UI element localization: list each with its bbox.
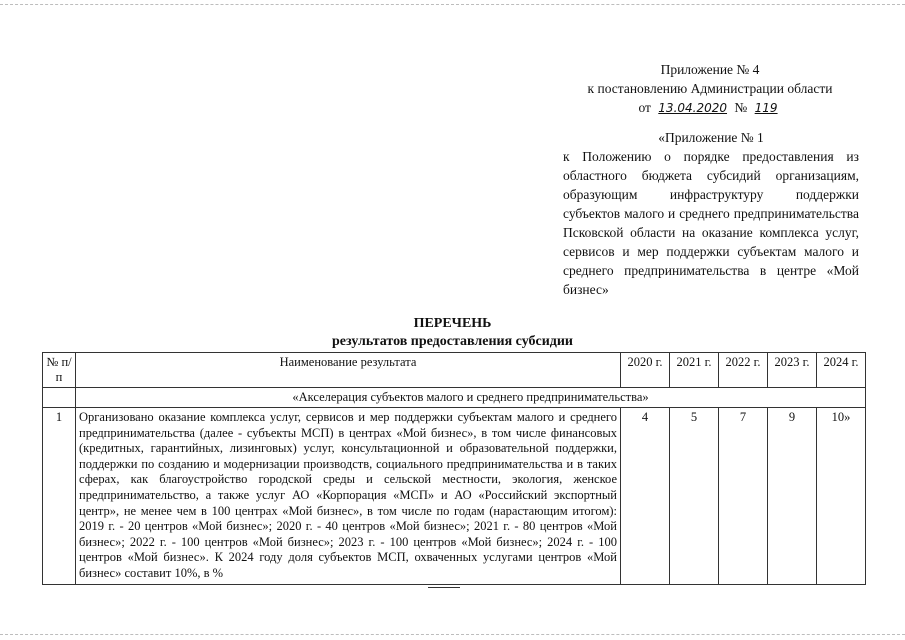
header-num: № п/п <box>43 353 76 388</box>
date-prefix: от <box>638 100 651 115</box>
footer-separator <box>428 587 460 588</box>
header-year-2020: 2020 г. <box>621 353 670 388</box>
header-year-2024: 2024 г. <box>817 353 866 388</box>
section-title: «Акселерация субъектов малого и среднего предпринимательства» <box>76 388 866 408</box>
scan-edge-top <box>0 4 905 5</box>
approval-line-2: к постановлению Администрации области <box>587 81 833 96</box>
appendix-block <box>563 128 859 299</box>
section-num-cell <box>43 388 76 408</box>
table-row <box>43 408 866 585</box>
number-prefix: № <box>734 100 748 115</box>
header-name: Наименование результата <box>76 353 621 388</box>
value-2022: 7 <box>719 408 768 585</box>
approval-date-line <box>560 98 860 118</box>
document-subtitle: результатов предоставления субсидии <box>331 334 573 349</box>
approval-date: 13.04.2020 <box>658 101 728 115</box>
value-2023: 9 <box>768 408 817 585</box>
row-number: 1 <box>43 408 76 585</box>
header-year-2021: 2021 г. <box>670 353 719 388</box>
section-row <box>43 388 866 408</box>
appendix-header: «Приложение № 1 <box>658 130 764 145</box>
header-year-2022: 2022 г. <box>719 353 768 388</box>
scan-edge-bottom <box>0 634 905 635</box>
results-table <box>42 352 866 585</box>
value-2020: 4 <box>621 408 670 585</box>
appendix-text: к Положению о порядке предоставления из областного бюджета субсидий организациям, образующим инфраструктуру поддержки субъектов малого и среднего предпринимательства Псковской области на оказание комплекса услуг, сервисов и мер поддержки субъектам малого и среднего предпринимательства в центре «Мой бизнес» <box>563 149 859 297</box>
document-title: ПЕРЕЧЕНЬ <box>413 316 492 331</box>
approval-number: 119 <box>754 101 778 115</box>
approval-block <box>560 60 860 118</box>
table-header-row <box>43 353 866 388</box>
value-2021: 5 <box>670 408 719 585</box>
approval-line-1: Приложение № 4 <box>660 62 760 77</box>
header-year-2023: 2023 г. <box>768 353 817 388</box>
value-2024: 10» <box>817 408 866 585</box>
row-description: Организовано оказание комплекса услуг, сервисов и мер поддержки субъектам малого и среднего предпринимательства (далее - субъекты МСП) в центрах «Мой бизнес», в том числе финансовых (кредитных, гарантийных, лизинговых) услуг, консультационной и образовательной поддержки, поддержки по созданию и модернизации производств, социального предпринимательства и в таких сферах, как благоустройство городской среды и сельской местности, экология, женское предпринимательство, а также услуг АО «Корпорация «МСП» и АО «Российский экспортный центр», не менее чем в 100 центрах «Мой бизнес», в том числе по годам (нарастающим итогом): 2019 г. - 20 центров «Мой бизнес»; 2020 г. - 40 центров «Мой бизнес»; 2021 г. - 80 центров «Мой бизнес»; 2022 г. - 100 центров «Мой бизнес»; 2023 г. - 100 центров «Мой бизнес»; 2024 г. - 100 центров «Мой бизнес». К 2024 году доля субъектов МСП, охваченных услугами центров «Мой бизнес» составит 10%, в % <box>76 408 621 585</box>
